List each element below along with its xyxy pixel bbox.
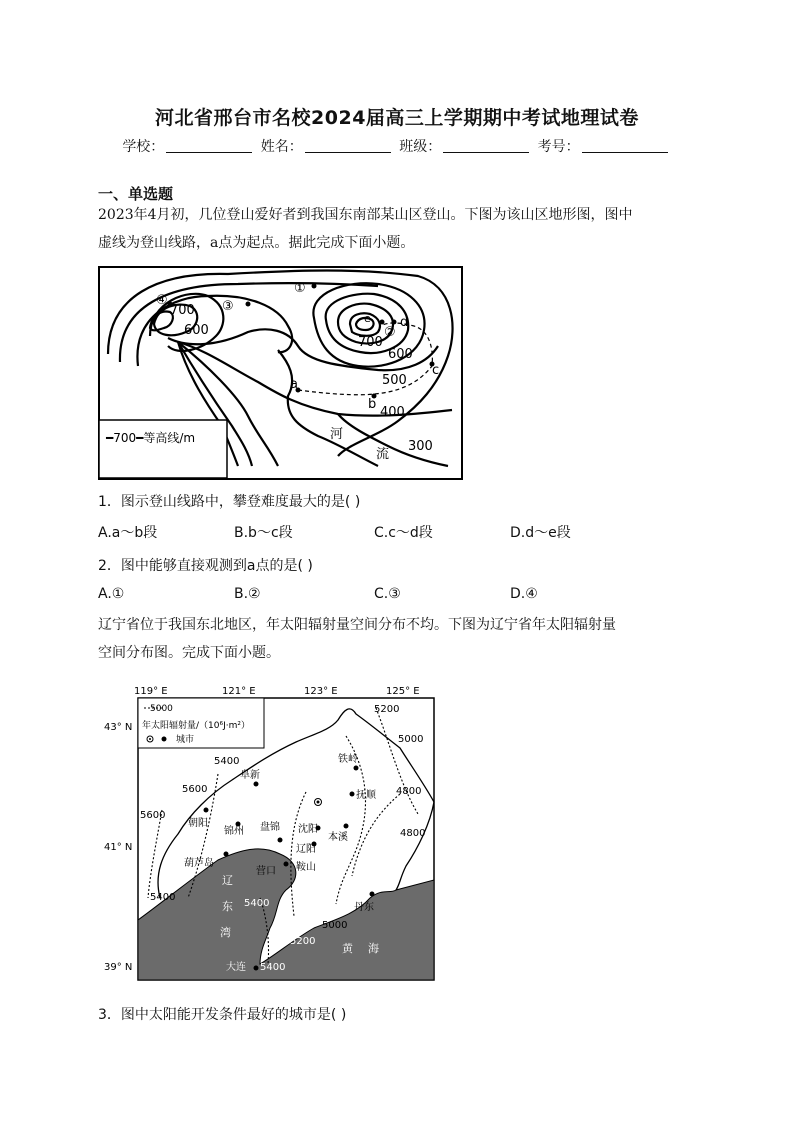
passage-2-line1: 辽宁省位于我国东北地区，年太阳辐射量空间分布不均。下图为辽宁省年太阳辐射量	[98, 617, 616, 633]
sea-liao-1: 辽	[222, 874, 233, 887]
q2-option-d[interactable]: D.④	[510, 586, 538, 602]
topographic-map	[98, 266, 464, 480]
q2-option-c[interactable]: C.③	[374, 586, 401, 602]
contour-700b: 700	[358, 335, 383, 350]
id-label: 考号：	[537, 139, 580, 155]
contour-400: 400	[380, 405, 405, 420]
sea-liao-3: 湾	[220, 926, 231, 939]
city-huludao: 葫芦岛	[184, 858, 214, 869]
point-a: a	[290, 377, 298, 392]
lat-39: 39° N	[104, 962, 133, 973]
iso-5400d: 5400	[260, 962, 286, 973]
liaoning-radiation-map	[100, 684, 440, 984]
iso-4800a: 4800	[396, 786, 422, 797]
school-label: 学校：	[122, 139, 165, 155]
passage-1-line2: 虚线为登山线路，a点为起点。据此完成下面小题。	[98, 235, 415, 251]
question-3-stem: 3．图中太阳能开发条件最好的城市是( )	[98, 1007, 347, 1023]
class-blank[interactable]	[443, 139, 529, 153]
question-1-stem: 1．图示登山线路中，攀登难度最大的是( )	[98, 494, 361, 510]
page-title: 河北省邢台市名校2024届高三上学期期中考试地理试卷	[155, 107, 639, 129]
latitude-labels	[104, 722, 132, 973]
legend-isoline-value: 5000	[150, 704, 173, 714]
class-label: 班级：	[399, 139, 442, 155]
topo-legend-box	[99, 420, 227, 478]
iso-5400a: 5400	[214, 756, 240, 767]
city-fuxin: 阜新	[240, 770, 260, 781]
point-d: d	[400, 315, 409, 330]
name-blank[interactable]	[305, 139, 391, 153]
school-blank[interactable]	[166, 139, 252, 153]
city-jinzhou: 锦州	[224, 826, 244, 837]
name-label: 姓名：	[260, 139, 303, 155]
iso-5400c: 5400	[244, 898, 270, 909]
point-1: ①	[294, 281, 306, 296]
q1-option-d[interactable]: D.d～e段	[510, 525, 571, 541]
city-fushun: 抚顺	[356, 790, 376, 801]
lon-125: 125° E	[386, 686, 420, 697]
q2-option-a[interactable]: A.①	[98, 586, 125, 602]
iso-5400b: 5400	[150, 892, 176, 903]
lat-43: 43° N	[104, 722, 133, 733]
point-4: ④	[156, 293, 168, 308]
contour-600a: 600	[184, 323, 209, 338]
q1-option-c[interactable]: C.c～d段	[374, 525, 433, 541]
legend-city-text: 城市	[176, 735, 195, 745]
iso-5200a: 5200	[374, 704, 400, 715]
city-liaoyang: 辽阳	[296, 844, 316, 855]
contour-600b: 600	[388, 347, 413, 362]
question-2-stem: 2．图中能够直接观测到a点的是( )	[98, 558, 313, 574]
river-label-2: 流	[376, 447, 390, 462]
q2-option-b[interactable]: B.②	[234, 586, 261, 602]
point-2: ②	[384, 325, 396, 340]
section-title: 一、单选题	[98, 185, 174, 203]
river-label-1: 河	[330, 427, 344, 442]
passage-1	[98, 201, 698, 257]
point-3: ③	[222, 299, 234, 314]
contour-300: 300	[408, 439, 433, 454]
student-info-line	[0, 136, 794, 156]
q1-option-a[interactable]: A.a～b段	[98, 525, 158, 541]
city-dalian: 大连	[226, 962, 246, 973]
city-panjin: 盘锦	[260, 822, 280, 833]
city-anshan: 鞍山	[296, 862, 316, 873]
iso-4800b: 4800	[400, 828, 426, 839]
point-e: e	[364, 312, 371, 325]
lon-119: 119° E	[134, 686, 168, 697]
city-chaoyang: 朝阳	[188, 818, 208, 829]
iso-5000b: 5000	[322, 920, 348, 931]
longitude-labels	[134, 686, 420, 697]
city-yingkou: 营口	[256, 866, 276, 877]
city-tieling: 铁岭	[338, 754, 358, 765]
iso-5600a: 5600	[182, 784, 208, 795]
sea-liao-2: 东	[222, 900, 233, 913]
iso-5200b: 5200	[290, 936, 316, 947]
contour-500: 500	[382, 373, 407, 388]
legend-radiation-unit: 年太阳辐射量/（10⁶J·m²）	[142, 721, 250, 731]
q1-option-b[interactable]: B.b～c段	[234, 525, 293, 541]
sea-huang-1: 黄	[342, 942, 353, 955]
sea-huang-2: 海	[368, 942, 379, 955]
lon-123: 123° E	[304, 686, 338, 697]
city-benxi: 本溪	[328, 832, 348, 843]
passage-2	[98, 611, 698, 667]
passage-2-line2: 空间分布图。完成下面小题。	[98, 645, 280, 661]
topo-legend-text: ━700━等高线/m	[106, 431, 196, 445]
passage-1-line1: 2023年4月初，几位登山爱好者到我国东南部某山区登山。下图为该山区地形图，图中	[98, 207, 633, 223]
lat-41: 41° N	[104, 842, 133, 853]
contour-700a: 700	[170, 303, 195, 318]
id-blank[interactable]	[582, 139, 668, 153]
point-c: c	[432, 363, 440, 378]
point-b: b	[368, 397, 377, 412]
city-shenyang-label: 沈阳	[298, 824, 318, 835]
lon-121: 121° E	[222, 686, 256, 697]
iso-5600b: 5600	[140, 810, 166, 821]
city-dandong: 丹东	[354, 902, 374, 913]
iso-5000a: 5000	[398, 734, 424, 745]
